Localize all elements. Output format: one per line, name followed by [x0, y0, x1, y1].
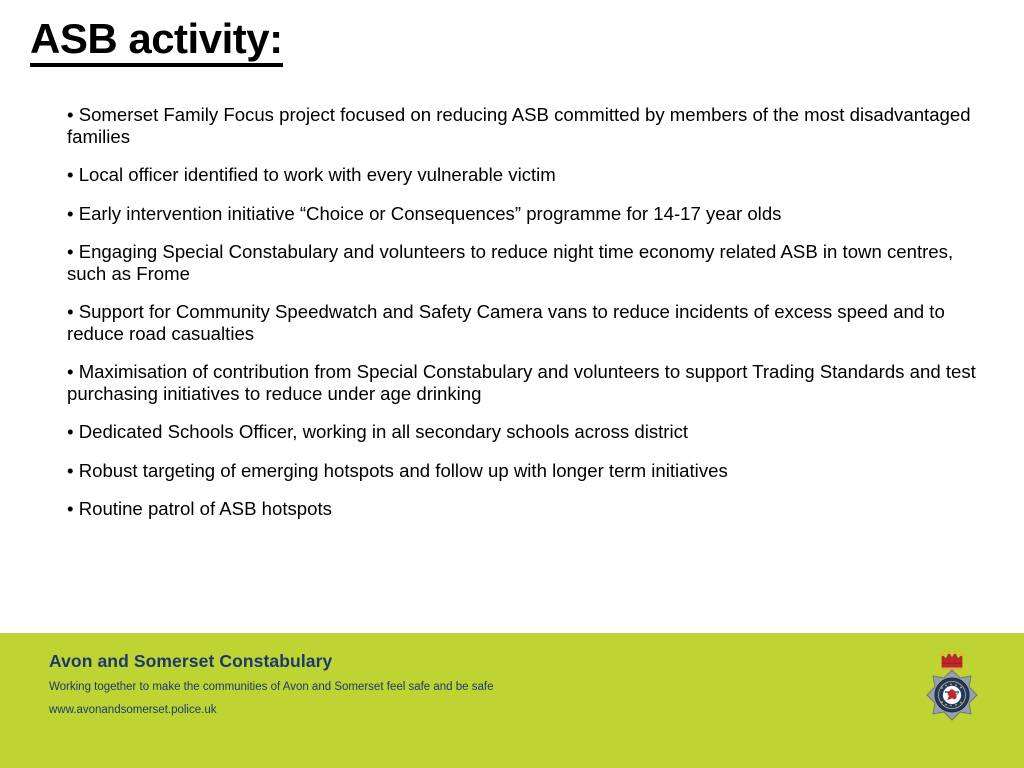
footer-website-url: www.avonandsomerset.police.uk	[49, 704, 217, 716]
bullet-marker-icon: •	[67, 104, 74, 125]
list-item-label: Local officer identified to work with every vulnerable victim	[78, 164, 556, 185]
bullet-marker-icon: •	[67, 241, 74, 262]
footer-strapline: Working together to make the communities of Avon and Somerset feel safe and be safe	[49, 681, 494, 693]
list-item-label: Dedicated Schools Officer, working in all secondary schools across district	[78, 421, 689, 442]
list-item-label: Routine patrol of ASB hotspots	[78, 498, 332, 519]
footer-band	[0, 633, 1024, 768]
bullet-marker-icon: •	[67, 421, 74, 442]
page-title: ASB activity:	[30, 17, 283, 67]
list-item	[67, 498, 992, 520]
list-item	[67, 460, 992, 482]
list-item	[67, 421, 992, 443]
list-item-label: Engaging Special Constabulary and volunteers to reduce night time economy related ASB in town centres, such as Frome	[67, 241, 954, 284]
bullet-marker-icon: •	[67, 498, 74, 519]
list-item-label: Maximisation of contribution from Special Constabulary and volunteers to support Trading Standards and test purchasing initiatives to reduce under age drinking	[67, 361, 976, 404]
police-crest-icon	[916, 647, 988, 727]
bullet-marker-icon: •	[67, 459, 74, 481]
bullet-marker-icon: •	[67, 202, 74, 224]
bullet-marker-icon: •	[67, 361, 74, 382]
list-item-label: Support for Community Speedwatch and Safety Camera vans to reduce incidents of excess speed and to reduce road casualties	[67, 301, 945, 344]
list-item	[67, 241, 992, 284]
bullet-list	[67, 104, 992, 537]
bullet-marker-icon: •	[67, 301, 74, 322]
list-item	[67, 301, 992, 344]
list-item	[67, 203, 992, 225]
list-item	[67, 361, 992, 404]
list-item-label: Robust targeting of emerging hotspots and follow up with longer term initiatives	[78, 459, 728, 481]
footer-organisation-name: Avon and Somerset Constabulary	[49, 651, 333, 671]
list-item-label: Somerset Family Focus project focused on reducing ASB committed by members of the most disadvantaged families	[67, 104, 971, 147]
list-item	[67, 164, 992, 186]
list-item-label: Early intervention initiative “Choice or Consequences” programme for 14-17 year olds	[78, 202, 782, 224]
list-item	[67, 104, 992, 147]
bullet-marker-icon: •	[67, 164, 74, 185]
